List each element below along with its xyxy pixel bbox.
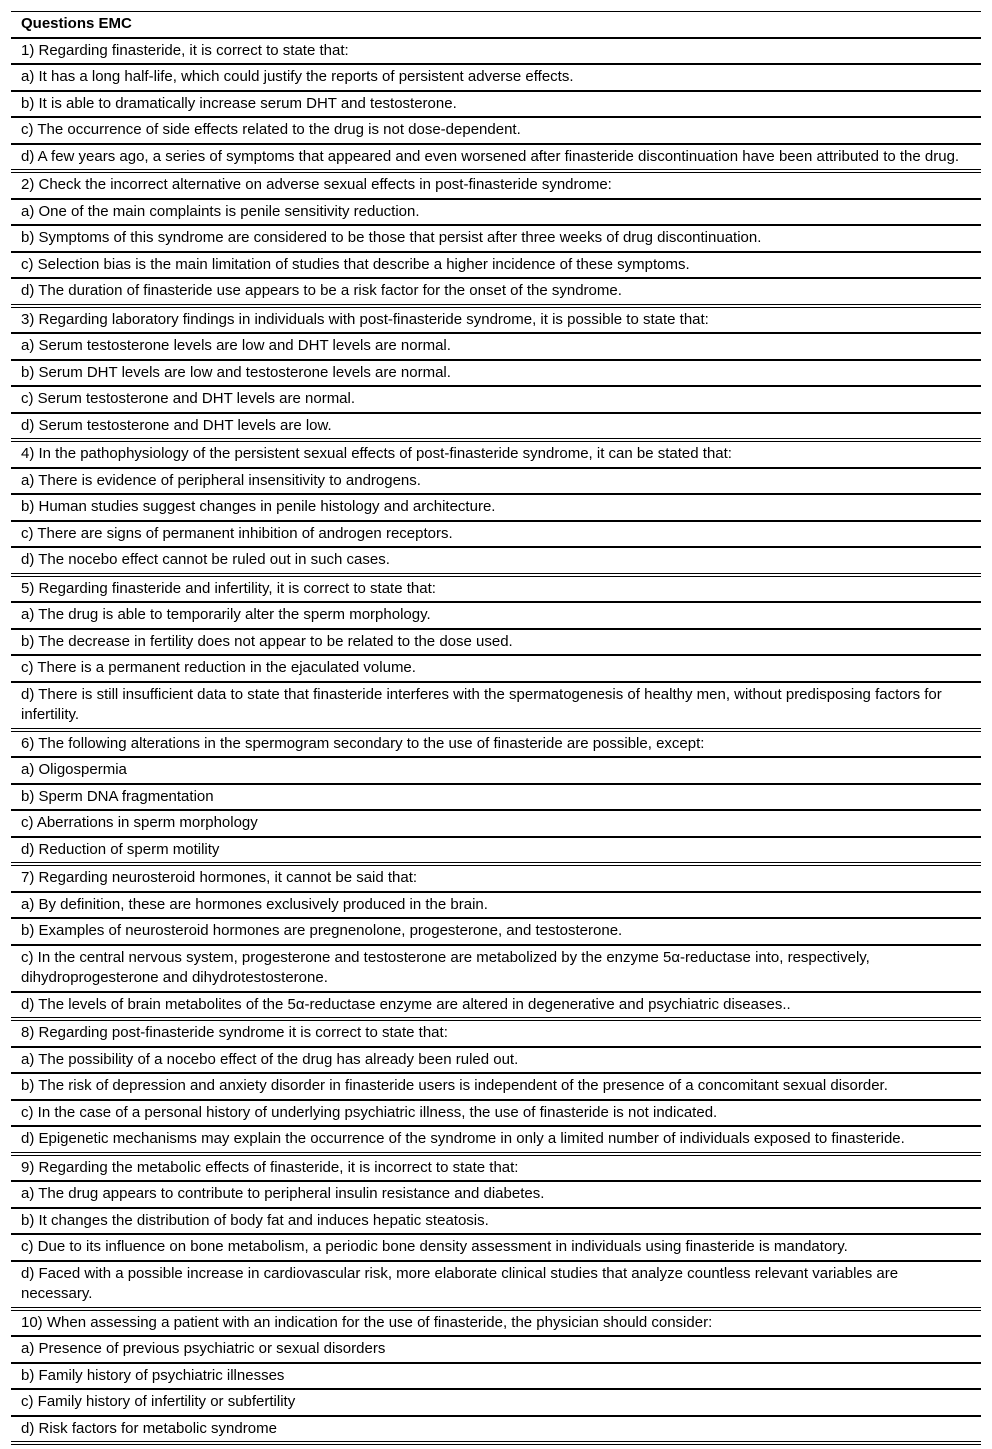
option-row: d) Risk factors for metabolic syndrome bbox=[11, 1417, 981, 1446]
option-row: a) Presence of previous psychiatric or sexual disorders bbox=[11, 1337, 981, 1364]
questions-table bbox=[11, 11, 981, 1445]
option-row: c) In the case of a personal history of underlying psychiatric illness, the use of finasteride is not indicated. bbox=[11, 1101, 981, 1128]
option-row: d) A few years ago, a series of symptoms that appeared and even worsened after finasteride discontinuation have been attributed to the drug. bbox=[11, 145, 981, 174]
option-row: d) The levels of brain metabolites of the 5α-reductase enzyme are altered in degenerative and psychiatric diseases.. bbox=[11, 993, 981, 1022]
question-row: 9) Regarding the metabolic effects of finasteride, it is incorrect to state that: bbox=[11, 1156, 981, 1183]
option-row: b) Sperm DNA fragmentation bbox=[11, 785, 981, 812]
option-row: a) The possibility of a nocebo effect of the drug has already been ruled out. bbox=[11, 1048, 981, 1075]
option-row: b) The decrease in fertility does not appear to be related to the dose used. bbox=[11, 630, 981, 657]
option-row: b) Family history of psychiatric illnesses bbox=[11, 1364, 981, 1391]
option-row: d) Serum testosterone and DHT levels are low. bbox=[11, 414, 981, 443]
option-row: c) Aberrations in sperm morphology bbox=[11, 811, 981, 838]
option-row: b) The risk of depression and anxiety disorder in finasteride users is independent of the presence of a concomitant sexual disorder. bbox=[11, 1074, 981, 1101]
question-row: 10) When assessing a patient with an indication for the use of finasteride, the physician should consider: bbox=[11, 1311, 981, 1338]
option-row: d) Faced with a possible increase in cardiovascular risk, more elaborate clinical studies that analyze countless relevant variables are necessary. bbox=[11, 1262, 981, 1311]
option-row: c) In the central nervous system, progesterone and testosterone are metabolized by the enzyme 5α-reductase into, respectively, dihydroprogesterone and dihydrotestosterone. bbox=[11, 946, 981, 993]
option-row: b) Examples of neurosteroid hormones are pregnenolone, progesterone, and testosterone. bbox=[11, 919, 981, 946]
option-row: a) There is evidence of peripheral insensitivity to androgens. bbox=[11, 469, 981, 496]
option-row: b) It changes the distribution of body fat and induces hepatic steatosis. bbox=[11, 1209, 981, 1236]
option-row: b) Human studies suggest changes in penile histology and architecture. bbox=[11, 495, 981, 522]
option-row: c) The occurrence of side effects related to the drug is not dose-dependent. bbox=[11, 118, 981, 145]
table-title: Questions EMC bbox=[11, 12, 981, 39]
option-row: c) Family history of infertility or subfertility bbox=[11, 1390, 981, 1417]
question-row: 8) Regarding post-finasteride syndrome it is correct to state that: bbox=[11, 1021, 981, 1048]
question-row: 4) In the pathophysiology of the persistent sexual effects of post-finasteride syndrome, it can be stated that: bbox=[11, 442, 981, 469]
option-row: b) It is able to dramatically increase serum DHT and testosterone. bbox=[11, 92, 981, 119]
option-row: a) The drug appears to contribute to peripheral insulin resistance and diabetes. bbox=[11, 1182, 981, 1209]
option-row: a) One of the main complaints is penile sensitivity reduction. bbox=[11, 200, 981, 227]
option-row: a) Oligospermia bbox=[11, 758, 981, 785]
option-row: d) The nocebo effect cannot be ruled out in such cases. bbox=[11, 548, 981, 577]
option-row: c) There is a permanent reduction in the ejaculated volume. bbox=[11, 656, 981, 683]
option-row: d) Epigenetic mechanisms may explain the occurrence of the syndrome in only a limited number of individuals exposed to finasteride. bbox=[11, 1127, 981, 1156]
option-row: c) Selection bias is the main limitation of studies that describe a higher incidence of these symptoms. bbox=[11, 253, 981, 280]
question-rows bbox=[11, 39, 981, 1446]
option-row: a) It has a long half-life, which could justify the reports of persistent adverse effects. bbox=[11, 65, 981, 92]
option-row: d) The duration of finasteride use appears to be a risk factor for the onset of the syndrome. bbox=[11, 279, 981, 308]
question-row: 7) Regarding neurosteroid hormones, it cannot be said that: bbox=[11, 866, 981, 893]
option-row: a) Serum testosterone levels are low and DHT levels are normal. bbox=[11, 334, 981, 361]
option-row: c) Serum testosterone and DHT levels are normal. bbox=[11, 387, 981, 414]
option-row: d) There is still insufficient data to state that finasteride interferes with the spermatogenesis of healthy men, without predisposing factors for infertility. bbox=[11, 683, 981, 732]
question-row: 3) Regarding laboratory findings in individuals with post-finasteride syndrome, it is possible to state that: bbox=[11, 308, 981, 335]
option-row: d) Reduction of sperm motility bbox=[11, 838, 981, 867]
option-row: b) Symptoms of this syndrome are considered to be those that persist after three weeks of drug discontinuation. bbox=[11, 226, 981, 253]
option-row: c) Due to its influence on bone metabolism, a periodic bone density assessment in individuals using finasteride is mandatory. bbox=[11, 1235, 981, 1262]
question-row: 2) Check the incorrect alternative on adverse sexual effects in post-finasteride syndrome: bbox=[11, 173, 981, 200]
option-row: a) The drug is able to temporarily alter the sperm morphology. bbox=[11, 603, 981, 630]
question-row: 1) Regarding finasteride, it is correct to state that: bbox=[11, 39, 981, 66]
option-row: b) Serum DHT levels are low and testosterone levels are normal. bbox=[11, 361, 981, 388]
question-row: 5) Regarding finasteride and infertility, it is correct to state that: bbox=[11, 577, 981, 604]
question-row: 6) The following alterations in the spermogram secondary to the use of finasteride are possible, except: bbox=[11, 732, 981, 759]
option-row: a) By definition, these are hormones exclusively produced in the brain. bbox=[11, 893, 981, 920]
option-row: c) There are signs of permanent inhibition of androgen receptors. bbox=[11, 522, 981, 549]
